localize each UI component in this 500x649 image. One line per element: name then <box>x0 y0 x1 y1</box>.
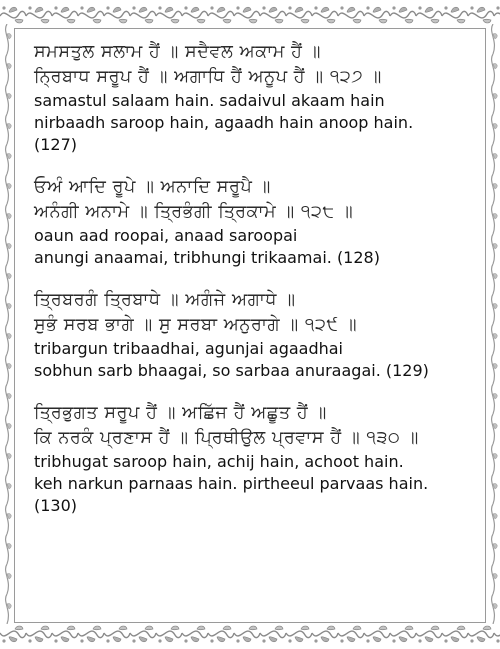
verse-number: (130) <box>34 496 78 515</box>
gurmukhi-line: ਕਿ ਨਰਕੰ ਪ੍ਰਣਾਸ ਹੈਂ ॥ ਪ੍ਰਿਥੀਉਲ ਪ੍ਰਵਾਸ ਹੈਂ ॥ ੧੩੦ ॥ <box>34 428 419 448</box>
transliteration-line: nirbaadh saroop hain, agaadh hain anoop hain. <box>34 113 414 132</box>
stanza-130 <box>34 401 474 517</box>
gurmukhi-line: ਓਅੰ ਆਦਿ ਰੂਪੇ ॥ ਅਨਾਦਿ ਸਰੂਪੈ ॥ <box>34 177 271 197</box>
transliteration-line: tribargun tribaadhai, agunjai agaadhai <box>34 339 343 358</box>
ornamental-border-left <box>0 24 14 624</box>
transliteration-line: samastul salaam hain. sadaivul akaam hain <box>34 91 385 110</box>
gurmukhi-line: ਤ੍ਰਿਭੁਗਤ ਸਰੂਪ ਹੈਂ ॥ ਅਛਿੱਜ ਹੈਂ ਅਛੂਤ ਹੈਂ ॥ <box>34 403 327 423</box>
ornamental-border-bottom <box>0 621 500 649</box>
stanza-129 <box>34 288 474 382</box>
stanza-128 <box>34 175 474 269</box>
transliteration-line: oaun aad roopai, anaad saroopai <box>34 226 298 245</box>
verse-number: (127) <box>34 135 78 154</box>
ornamental-border-top <box>0 0 500 28</box>
transliteration-line: anungi anaamai, tribhungi trikaamai. (128) <box>34 248 380 267</box>
transliteration-line: sobhun sarb bhaagai, so sarbaa anuraagai. (129) <box>34 361 429 380</box>
gurmukhi-line: ਸਮਸਤੁਲ ਸਲਾਮ ਹੈਂ ॥ ਸਦੈਵਲ ਅਕਾਮ ਹੈਂ ॥ <box>34 42 322 62</box>
stanza-127 <box>34 40 474 156</box>
gurmukhi-line: ਨ੍ਰਿਬਾਧ ਸਰੂਪ ਹੈਂ ॥ ਅਗਾਧਿ ਹੈਂ ਅਨੂਪ ਹੈਂ ॥ ੧੨੭ ॥ <box>34 67 382 87</box>
ornamental-border-right <box>486 24 500 624</box>
transliteration-line: keh narkun parnaas hain. pirtheeul parvaas hain. <box>34 474 429 493</box>
gurmukhi-line: ਅਨੰਗੀ ਅਨਾਮੇ ॥ ਤ੍ਰਿਭੰਗੀ ਤ੍ਰਿਕਾਮੇ ॥ ੧੨੮ ॥ <box>34 202 354 222</box>
gurmukhi-line: ਸੁਭੰ ਸਰਬ ਭਾਗੇ ॥ ਸੁ ਸਰਬਾ ਅਨੁਰਾਗੇ ॥ ੧੨੯ ॥ <box>34 315 358 335</box>
gurmukhi-line: ਤ੍ਰਿਬਰਗੰ ਤ੍ਰਿਬਾਧੇ ॥ ਅਗੰਜੇ ਅਗਾਧੇ ॥ <box>34 290 296 310</box>
verse-content <box>34 40 474 536</box>
transliteration-line: tribhugat saroop hain, achij hain, achoot hain. <box>34 452 404 471</box>
